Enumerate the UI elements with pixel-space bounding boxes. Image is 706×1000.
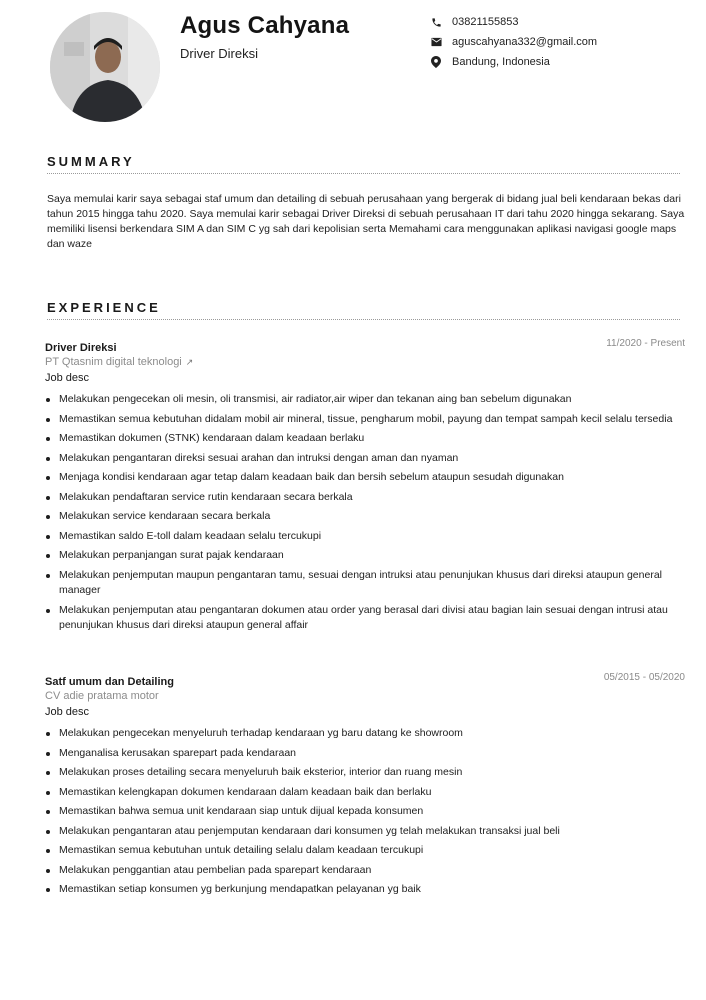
list-item: Melakukan penjemputan maupun pengantaran tamu, sesuai dengan intruksi atau penunjukan khusus dari direksi ataupun general manager <box>45 568 685 599</box>
company-name <box>45 354 685 370</box>
job-date: 11/2020 - Present <box>606 338 685 349</box>
list-item: Melakukan proses detailing secara menyeluruh baik eksterior, interior dan ruang mesin <box>45 765 685 781</box>
profile-photo <box>50 12 160 122</box>
mail-icon <box>430 36 442 48</box>
list-item: Memastikan dokumen (STNK) kendaraan dalam keadaan berlaku <box>45 431 685 447</box>
phone-icon <box>430 16 442 28</box>
job-date: 05/2015 - 05/2020 <box>603 672 685 683</box>
candidate-name: Agus Cahyana <box>180 12 350 39</box>
job-entry-1 <box>45 338 685 638</box>
list-item: Memastikan semua kebutuhan untuk detailing selalu dalam keadaan tercukupi <box>45 843 685 859</box>
job-desc-label: Job desc <box>45 706 90 718</box>
job-role: Driver Direksi <box>180 46 258 61</box>
list-item: Menjaga kondisi kendaraan agar tetap dalam keadaan baik dan bersih sebelum ataupun sesudah digunakan <box>45 470 685 486</box>
list-item: Melakukan pengecekan oli mesin, oli transmisi, air radiator,air wiper dan tekanan aing ban sebelum digunakan <box>45 392 685 408</box>
list-item: Melakukan pengecekan menyeluruh terhadap kendaraan yg baru datang ke showroom <box>45 726 685 742</box>
contact-list <box>430 12 597 72</box>
list-item: Memastikan setiap konsumen yg berkunjung mendapatkan pelayanan yg baik <box>45 882 685 898</box>
summary-text: Saya memulai karir saya sebagai staf umum dan detailing di sebuah perusahaan yang bergerak di bidang jual beli kendaraan bekas dari tahun 2015 hingga tahu 2020. Saya memulai karir sebagai Driver Direksi di sebuah perusahaan IT dari tahu 2020 hingga sekarang. Saya memiliki lisensi berkendara SIM A dan SIM C yg sah dari kepolisian serta Memahami cara menggunakan aplikasi navigasi google maps dan waze <box>47 193 685 250</box>
job-title: Driver Direksi <box>45 342 117 354</box>
summary-divider <box>47 173 680 174</box>
job-bullets <box>45 726 685 898</box>
list-item: Melakukan penggantian atau pembelian pada sparepart kendaraan <box>45 863 685 879</box>
list-item: Melakukan pengantaran atau penjemputan kendaraan dari konsumen yg telah melakukan transaksi jual beli <box>45 824 685 840</box>
list-item: Melakukan service kendaraan secara berkala <box>45 509 685 525</box>
experience-divider <box>47 319 680 320</box>
experience-heading: EXPERIENCE <box>47 300 161 315</box>
company-text: CV adie pratama motor <box>45 690 159 702</box>
list-item: Memastikan bahwa semua unit kendaraan siap untuk dijual kepada konsumen <box>45 804 685 820</box>
contact-location <box>430 52 597 72</box>
job-desc-label: Job desc <box>45 372 90 384</box>
list-item: Memastikan kelengkapan dokumen kendaraan dalam keadaan baik dan berlaku <box>45 785 685 801</box>
job-entry-2 <box>45 672 685 902</box>
external-link-icon[interactable]: ↗ <box>185 356 194 367</box>
job-bullets <box>45 392 685 634</box>
list-item: Menganalisa kerusakan sparepart pada kendaraan <box>45 746 685 762</box>
summary-heading: SUMMARY <box>47 154 135 169</box>
email-text: aguscahyana332@gmail.com <box>452 36 598 48</box>
list-item: Memastikan saldo E-toll dalam keadaan selalu tercukupi <box>45 529 685 545</box>
job-title: Satf umum dan Detailing <box>45 676 174 688</box>
avatar <box>50 12 160 122</box>
company-link[interactable]: PT Qtasnim digital teknologi <box>45 356 182 368</box>
list-item: Melakukan penjemputan atau pengantaran dokumen atau order yang berasal dari divisi atau bagian lain sesuai dengan intrusi atau penunjukan khusus dari direksi ataupun general affair <box>45 603 685 634</box>
location-pin-icon <box>430 56 442 68</box>
contact-phone <box>430 12 597 32</box>
list-item: Melakukan perpanjangan surat pajak kendaraan <box>45 548 685 564</box>
list-item: Memastikan semua kebutuhan didalam mobil air mineral, tissue, pengharum mobil, payung dan tempat sampah kecil selalu tersedia <box>45 412 685 428</box>
list-item: Melakukan pengantaran direksi sesuai arahan dan intruksi dengan aman dan nyaman <box>45 451 685 467</box>
contact-email <box>430 32 597 52</box>
list-item: Melakukan pendaftaran service rutin kendaraan secara berkala <box>45 490 685 506</box>
phone-text: 03821155853 <box>452 16 519 28</box>
location-text: Bandung, Indonesia <box>452 56 550 68</box>
company-name <box>45 688 685 704</box>
